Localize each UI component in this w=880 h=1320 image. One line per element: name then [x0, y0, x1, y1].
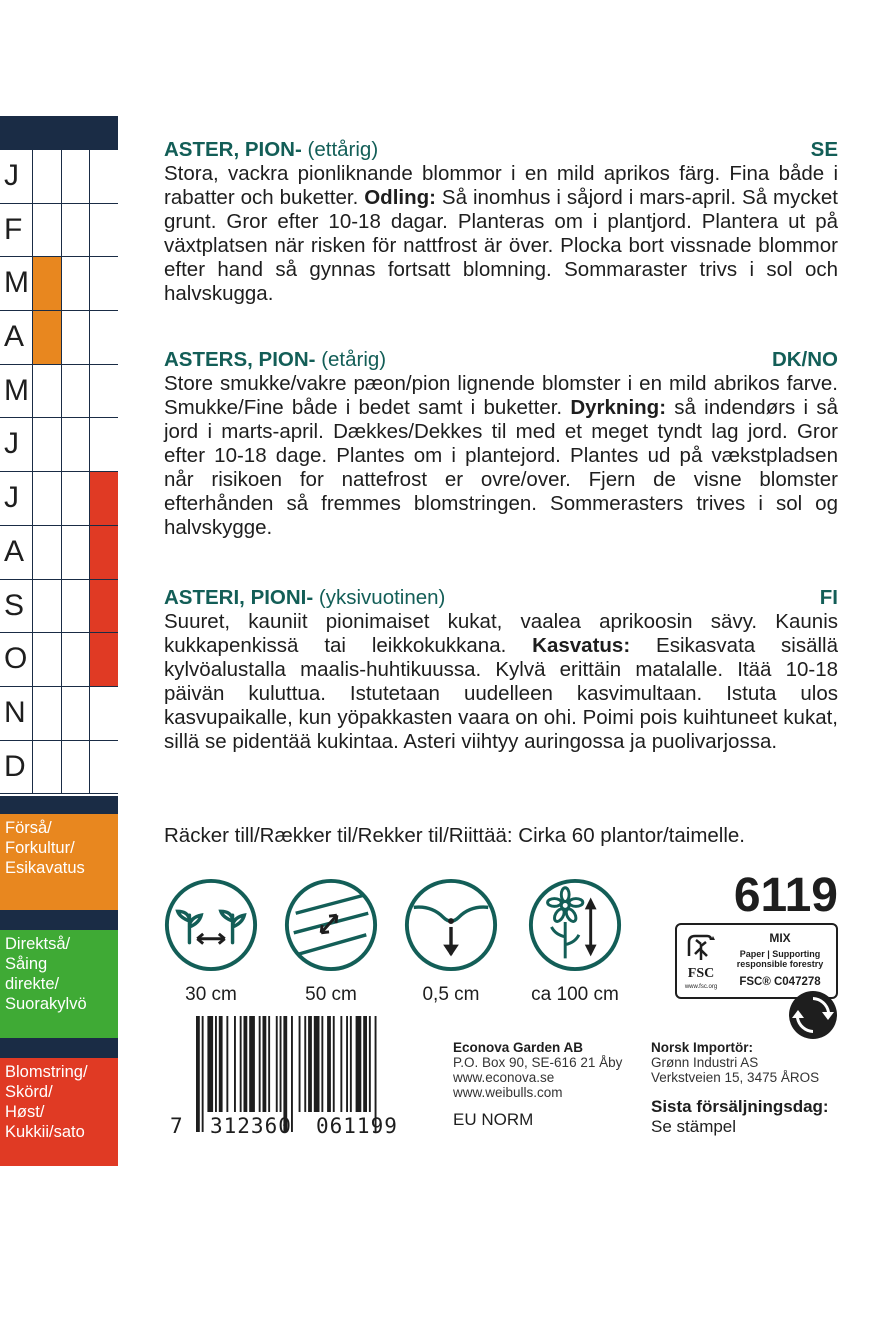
forkultur-cell — [32, 257, 61, 310]
blomstring-cell — [89, 526, 118, 579]
direktsa-cell — [61, 580, 90, 633]
calendar-row — [0, 580, 118, 634]
section-heading — [164, 138, 838, 162]
importer-address: Verkstveien 15, 3475 ÅROS — [651, 1070, 820, 1085]
last-sale-title: Sista försäljningsdag: — [651, 1097, 829, 1116]
legend-direktsa-line: Suorakylvö — [5, 995, 87, 1013]
calendar-row — [0, 526, 118, 580]
month-label: F — [4, 212, 23, 246]
legend-forkultur-line: Förså/ — [5, 819, 52, 837]
barcode-bar — [369, 1016, 371, 1112]
barcode-bar — [259, 1016, 261, 1112]
barcode-bar — [234, 1016, 236, 1112]
calendar-row — [0, 365, 118, 419]
legend-blomstring-line: Kukkii/sato — [5, 1123, 85, 1141]
barcode-bar — [240, 1016, 242, 1112]
row-spacing-icon — [282, 876, 380, 974]
legend-blomstring-line: Blomstring/ — [5, 1063, 88, 1081]
body-text: Stora, vackra pionliknande blommor i en mild aprikos färg. Fina både i rabatter och buketter. — [164, 162, 838, 209]
forkultur-cell — [32, 365, 61, 418]
month-label: O — [4, 642, 28, 676]
blomstring-cell — [89, 687, 118, 740]
direktsa-cell — [61, 311, 90, 364]
body-text: så indendørs i så jord i marts-april. Dækkes/Dekkes til med et meget tyndt lag jord. Gror efter 10-18 dage. Plantes om i plantejord. Plantes ud på vækstpladsen når risikoen for nattefrost er ovre/over. Fjern de visne blomster efterhånden så fremmes blomstringen. Sommerasters trives i sol og halvskygge. — [164, 396, 838, 539]
legend-direktsa-line: Såing — [5, 955, 48, 973]
country-code: FI — [819, 586, 838, 609]
plant-title: ASTERI, PIONI- — [164, 586, 314, 609]
calendar-divider — [0, 1038, 118, 1058]
barcode-bar — [304, 1016, 306, 1112]
forkultur-cell — [32, 526, 61, 579]
sowing-calendar — [0, 116, 118, 1168]
month-label: D — [4, 749, 26, 783]
calendar-row — [0, 257, 118, 311]
barcode-bar — [314, 1016, 320, 1112]
forkultur-cell — [32, 418, 61, 471]
direktsa-cell — [61, 472, 90, 525]
sowing-depth-label: 0,5 cm — [422, 984, 480, 1005]
direktsa-cell — [61, 365, 90, 418]
month-label: J — [4, 159, 19, 192]
fsc-code: FSC® C047278 — [739, 976, 821, 988]
body-keyword: Kasvatus: — [532, 634, 631, 657]
barcode-bar — [356, 1016, 362, 1112]
month-label: A — [4, 320, 25, 354]
importer-title: Norsk Importör: — [651, 1040, 754, 1055]
section-heading — [164, 586, 838, 610]
calendar-row — [0, 472, 118, 526]
article-number: 6119 — [733, 869, 838, 922]
plant-spacing-label: 30 cm — [185, 984, 237, 1005]
direktsa-cell — [61, 633, 90, 686]
barcode-bar — [340, 1016, 342, 1112]
company-web: www.weibulls.com — [453, 1085, 563, 1100]
barcode-bar — [226, 1016, 228, 1112]
importer-info — [651, 1040, 841, 1137]
plant-height-label: ca 100 cm — [531, 984, 619, 1005]
barcode-digits-right: 061199 — [316, 1114, 398, 1138]
forkultur-cell — [32, 580, 61, 633]
calendar-row — [0, 311, 118, 365]
country-code: DK/NO — [771, 348, 838, 371]
legend-direktsa — [0, 930, 118, 1038]
section-dk-no — [164, 348, 838, 540]
barcode-bar — [321, 1016, 323, 1112]
section-se — [164, 138, 838, 306]
section-body — [164, 162, 838, 306]
blomstring-cell — [89, 311, 118, 364]
blomstring-cell — [89, 472, 118, 525]
barcode — [166, 1016, 440, 1138]
legend-forkultur — [0, 814, 118, 910]
direktsa-cell — [61, 741, 90, 794]
fsc-tree-icon — [681, 928, 721, 968]
direktsa-cell — [61, 150, 90, 203]
section-body — [164, 610, 838, 754]
plant-subtitle: (ettårig) — [301, 138, 379, 161]
body-text: Suuret, kauniit pionimaiset kukat, vaalea aprikoosin sävy. Kaunis kukkapenkissä tai leikkokukkana. — [164, 610, 838, 657]
forkultur-cell — [32, 633, 61, 686]
month-label: J — [4, 481, 19, 515]
forkultur-cell — [32, 472, 61, 525]
body-keyword: Dyrkning: — [570, 396, 667, 419]
sowing-depth-icon — [402, 876, 500, 974]
blomstring-cell — [89, 741, 118, 794]
legend-direktsa-line: Direktså/ — [5, 935, 71, 953]
barcode-bar — [215, 1016, 217, 1112]
calendar-row — [0, 633, 118, 687]
forkultur-cell — [32, 150, 61, 203]
barcode-bar — [299, 1016, 301, 1112]
barcode-bar — [346, 1016, 348, 1112]
body-text: Esikasvata sisällä kylvöalustalla maalis-huhtikuussa. Kylvä erittäin matalalle. Itää 10-18 päivän kuluttua. Istutetaan uudelleen kasvimultaan. Istuta ulos kasvupaikalle, kun yöpakkasten vaara on ohi. Poimi pois kuihtuneet kukat, sillä se pidentää kukintaa. Asteri viihtyy auringossa ja puolivarjossa. — [164, 634, 838, 753]
calendar-row — [0, 204, 118, 258]
importer-name: Grønn Industri AS — [651, 1055, 759, 1070]
month-label: S — [4, 588, 25, 622]
legend-blomstring-line: Høst/ — [5, 1103, 45, 1121]
blomstring-cell — [89, 418, 118, 471]
calendar-grid — [0, 150, 118, 794]
barcode-bar — [196, 1016, 200, 1132]
calendar-row — [0, 418, 118, 472]
body-keyword: Odling: — [364, 186, 436, 209]
month-label: M — [4, 373, 29, 407]
barcode-bar — [263, 1016, 267, 1112]
recycling-icon — [788, 990, 838, 1040]
barcode-digits-left: 312360 — [210, 1114, 292, 1138]
barcode-bar — [363, 1016, 367, 1112]
blomstring-cell — [89, 633, 118, 686]
row-spacing-label: 50 cm — [305, 984, 357, 1005]
blomstring-cell — [89, 580, 118, 633]
direktsa-cell — [61, 526, 90, 579]
barcode-bar — [327, 1016, 331, 1112]
barcode-bar — [268, 1016, 270, 1112]
fsc-label — [675, 923, 838, 999]
legend-blomstring — [0, 1058, 118, 1166]
plant-spacing-icon — [162, 876, 260, 974]
plant-height-icon — [526, 876, 624, 974]
barcode-bar — [219, 1016, 223, 1112]
month-label: A — [4, 534, 25, 568]
month-label: M — [4, 266, 29, 300]
body-text: Så inomhus i såjord i mars-april. Så mycket grunt. Gror efter 10-18 dagar. Planteras om i plantjord. Plantera ut på växtplatsen när risken för nattfrost är över. Plocka bort vissnade blommor efter hand så gynnas fortsatt blomning. Sommaraster trivs i sol och halvskugga. — [164, 186, 838, 305]
calendar-row — [0, 741, 118, 795]
calendar-divider — [0, 796, 118, 814]
fsc-website: www.fsc.org — [684, 984, 718, 990]
barcode-bar — [207, 1016, 213, 1112]
company-address: P.O. Box 90, SE-616 21 Åby — [453, 1055, 623, 1070]
barcode-bar — [308, 1016, 312, 1112]
calendar-row — [0, 687, 118, 741]
section-fi — [164, 586, 838, 754]
barcode-bar — [244, 1016, 248, 1112]
blomstring-cell — [89, 257, 118, 310]
plant-title: ASTERS, PION- — [164, 348, 316, 371]
plant-title: ASTER, PION- — [164, 138, 302, 161]
blomstring-cell — [89, 365, 118, 418]
eu-norm: EU NORM — [453, 1110, 534, 1129]
calendar-row — [0, 150, 118, 204]
forkultur-cell — [32, 311, 61, 364]
company-web: www.econova.se — [453, 1070, 555, 1085]
barcode-bar — [202, 1016, 204, 1132]
calendar-divider — [0, 910, 118, 930]
calendar-header-bar — [0, 116, 118, 150]
company-name: Econova Garden AB — [453, 1040, 584, 1055]
barcode-bar — [350, 1016, 352, 1112]
direktsa-cell — [61, 257, 90, 310]
section-body — [164, 372, 838, 540]
fsc-line1: Paper | Supporting — [739, 949, 821, 959]
direktsa-cell — [61, 418, 90, 471]
forkultur-cell — [32, 687, 61, 740]
body-text: Store smukke/vakre pæon/pion lignende blomster i en mild abrikos farve. Smukke/Fine både i bedet samt i buketter. — [164, 372, 838, 419]
blomstring-cell — [89, 150, 118, 203]
last-sale-value: Se stämpel — [651, 1117, 737, 1136]
fsc-logo-text: FSC — [687, 966, 715, 981]
barcode-bar — [280, 1016, 282, 1112]
fsc-line2: responsible forestry — [736, 959, 824, 969]
plant-subtitle: (yksivuotinen) — [313, 586, 446, 609]
month-label: N — [4, 695, 26, 729]
legend-forkultur-line: Esikavatus — [5, 859, 85, 877]
plant-subtitle: (etårig) — [315, 348, 387, 371]
barcode-digit-first: 7 — [170, 1114, 183, 1138]
legend-blomstring-line: Skörd/ — [5, 1083, 53, 1101]
barcode-bar — [249, 1016, 255, 1112]
yield-text: Räcker till/Rækker til/Rekker til/Riittää: Cirka 60 plantor/taimelle. — [164, 824, 746, 847]
barcode-bar — [276, 1016, 278, 1112]
country-code: SE — [810, 138, 838, 161]
month-label: J — [4, 427, 19, 461]
forkultur-cell — [32, 204, 61, 257]
blomstring-cell — [89, 204, 118, 257]
company-info — [453, 1040, 648, 1130]
direktsa-cell — [61, 687, 90, 740]
section-heading — [164, 348, 838, 372]
fsc-mix: MIX — [769, 931, 791, 945]
legend-forkultur-line: Forkultur/ — [5, 839, 75, 857]
legend-direktsa-line: direkte/ — [5, 975, 60, 993]
forkultur-cell — [32, 741, 61, 794]
direktsa-cell — [61, 204, 90, 257]
barcode-bar — [333, 1016, 335, 1112]
